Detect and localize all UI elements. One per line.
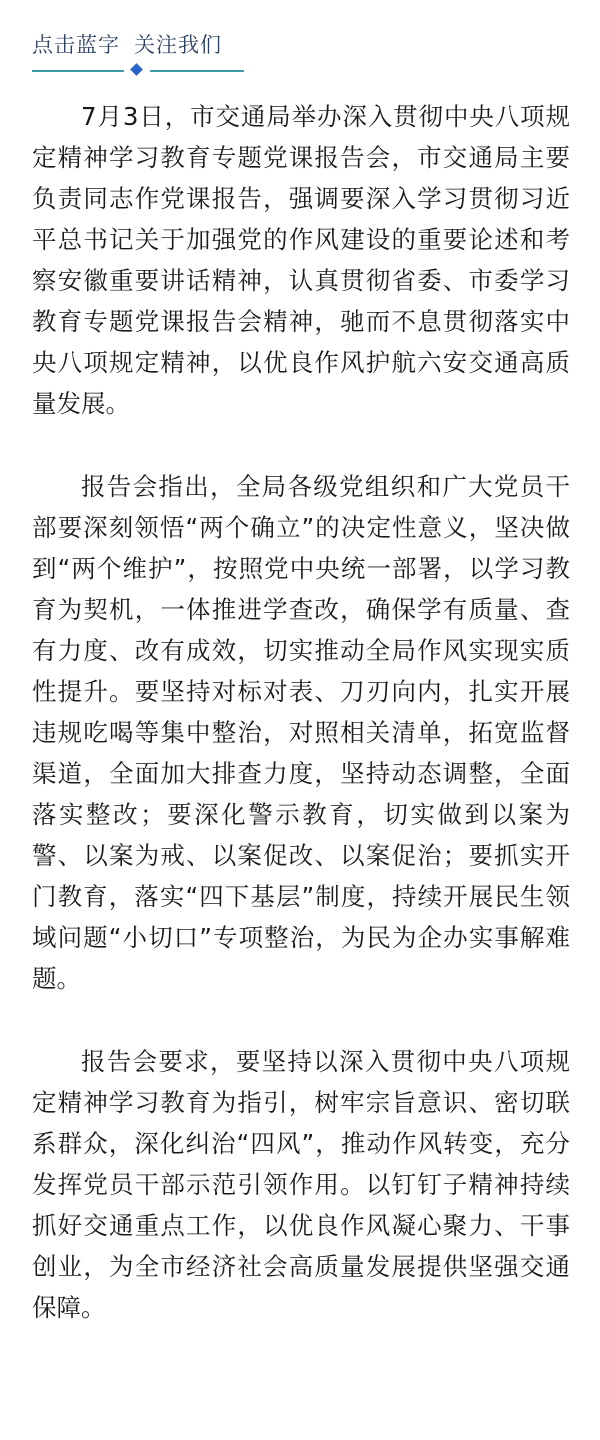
- article-body: [32, 96, 570, 1328]
- header-divider-right: [150, 70, 244, 72]
- diamond-icon: [130, 63, 143, 76]
- article-paragraph-3: 报告会要求，要坚持以深入贯彻中央八项规定精神学习教育为指引，树牢宗旨意识、密切联系群众，深化纠治“四风”，推动作风转变，充分发挥党员干部示范引领作用。以钉钉子精神持续抓好交通重点工作，以优良作风凝心聚力、干事创业，为全市经济社会高质量发展提供坚强交通保障。: [32, 1047, 570, 1322]
- follow-prompt[interactable]: [32, 28, 222, 62]
- follow-prompt-part1: 点击蓝字: [32, 33, 120, 57]
- article-paragraph-2: 报告会指出，全局各级党组织和广大党员干部要深刻领悟“两个确立”的决定性意义，坚决做到“两个维护”，按照党中央统一部署，以学习教育为契机，一体推进学查改，确保学有质量、查有力度、改有成效，切实推动全局作风实现实质性提升。要坚持对标对表、刀刃向内，扎实开展违规吃喝等集中整治，对照相关清单，拓宽监督渠道，全面加大排查力度，坚持动态调整，全面落实整改；要深化警示教育，切实做到以案为警、以案为戒、以案促改、以案促治；要抓实开门教育，落实“四下基层”制度，持续开展民生领域问题“小切口”专项整治，为民为企办实事解难题。: [32, 472, 570, 993]
- follow-header: [32, 28, 244, 78]
- follow-prompt-part2: 关注我们: [134, 33, 222, 57]
- article-paragraph-1: 7月3日，市交通局举办深入贯彻中央八项规定精神学习教育专题党课报告会，市交通局主要负责同志作党课报告，强调要深入学习贯彻习近平总书记关于加强党的作风建设的重要论述和考察安徽重要讲话精神，认真贯彻省委、市委学习教育专题党课报告会精神，驰而不息贯彻落实中央八项规定精神，以优良作风护航六安交通高质量发展。: [32, 102, 570, 418]
- header-divider-left: [32, 70, 124, 72]
